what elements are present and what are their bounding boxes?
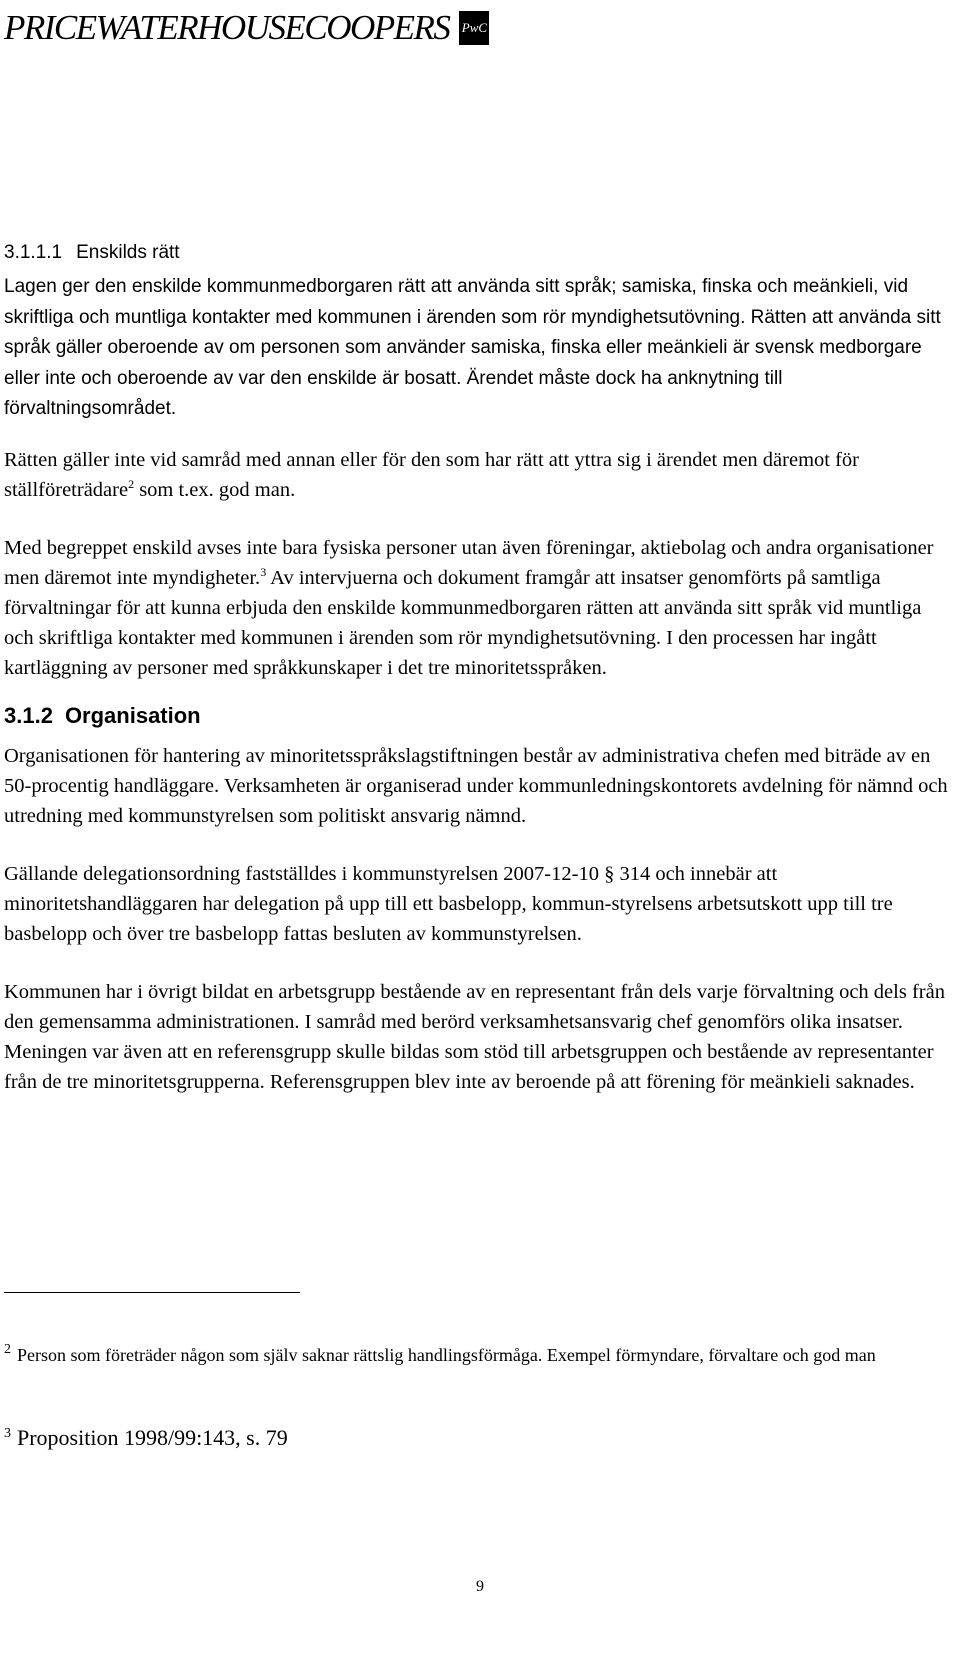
document-body [4,240,954,1125]
footnote [4,1418,934,1454]
section-number: 3.1.1.1 [4,242,63,263]
section-title: Enskilds rätt [76,242,180,263]
paragraph: Organisationen för hantering av minoritetsspråkslagstiftningen består av administrativa chefen med biträde av en 50-procentig handläggare. Verksamheten är organiserad under kommunledningskontorets avdelning för nämnd och utredning med kommunstyrelsen som politiskt ansvarig nämnd. [4,744,948,827]
footnote-ref: 2 [128,476,135,491]
footnote-mark: 3 [4,1426,11,1441]
section-number: 3.1.2 [4,702,53,728]
section-title: Organisation [64,702,201,728]
company-logo [4,10,489,45]
page-number: 9 [476,1578,484,1595]
logo-wordmark: PRICEWATERHOUSECOOPERS [4,8,450,47]
footnote-mark: 2 [4,1342,11,1357]
footnote-divider [4,1292,300,1293]
footnote-ref: 3 [260,564,267,579]
paragraph: Med begreppet enskild avses inte bara fysiska personer utan även föreningar, aktiebolag och andra organisationer men däremot inte myndigheter.$^3$ Av intervjuerna och dokument framgår att insatser genomförts på samtliga förvaltningar för att kunna erbjuda den enskilde kommunmedborgaren rätten att använda sitt språk vid muntliga och skriftliga kontakter med kommunen i ärenden som rör myndighetsutövning. I den processen har ingått kartläggning av personer med språkkunskaper i det tre minoritetsspråken. [4,536,934,679]
footnote-text: Person som företräder någon som själv saknar rättslig handlingsförmåga. Exempel förmyndare, förvaltare och god man [17,1345,876,1365]
section-heading-enskilds-ratt [4,240,954,266]
paragraph: Lagen ger den enskilde kommunmedborgaren rätt att använda sitt språk; samiska, finska och meänkieli, vid skriftliga och muntliga kontakter med kommunen i ärenden som rör myndighetsutövning. Rätten att använda sitt språk gäller oberoende av om personen som använder samiska, finska eller meänkieli är svensk medborgare eller inte och oberoende av var den enskilde är bosatt. Ärendet måste dock ha anknytning till förvaltningsområdet. [4,276,941,419]
paragraph: Rätten gäller inte vid samråd med annan eller för den som har rätt att yttra sig i ärendet men däremot för ställföreträdare$^2$ som t.ex. god man. [4,448,859,501]
footnote-text: Proposition 1998/99:143, s. 79 [17,1425,288,1450]
footnote [4,1334,934,1371]
paragraph: Kommunen har i övrigt bildat en arbetsgrupp bestående av en representant från dels varje förvaltning och dels från den gemensamma administrationen. I samråd med berörd verksamhetsansvarig chef genomförs olika insatser. Meningen var även att en referensgrupp skulle bildas som stöd till arbetsgruppen och bestående av representanter från de tre minoritetsgrupperna. Referensgruppen blev inte av beroende på att förening för meänkieli saknades. [4,980,945,1093]
section-heading-organisation [4,701,954,731]
paragraph: Gällande delegationsordning fastställdes i kommunstyrelsen 2007-12-10 § 314 och innebär att minoritetshandläggaren har delegation på upp till ett basbelopp, kommun-styrelsens arbetsutskott upp till tre basbelopp och över tre basbelopp fattas besluten av kommunstyrelsen. [4,862,893,945]
logo-emblem-icon: PwC [459,11,489,45]
